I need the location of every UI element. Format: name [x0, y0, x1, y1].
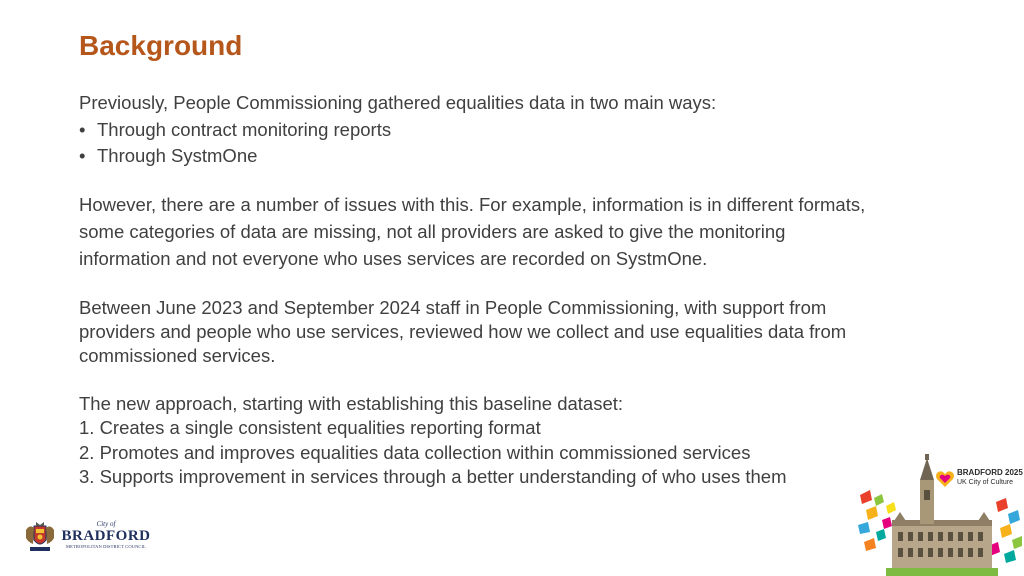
intro-text: Previously, People Commissioning gathered equalities data in two main ways:	[79, 92, 717, 113]
council-logo	[22, 520, 152, 556]
slide-content	[79, 90, 959, 490]
council-city-of: City of	[96, 520, 116, 528]
review-line: commissioned services.	[79, 344, 276, 366]
approach-paragraph	[79, 392, 959, 490]
issues-paragraph	[79, 191, 959, 272]
approach-item: 3. Supports improvement in services through a better understanding of who uses them	[79, 466, 787, 487]
slide-title: Background	[79, 30, 243, 61]
council-name: BRADFORD	[61, 528, 151, 544]
approach-intro: The new approach, starting with establishing this baseline dataset:	[79, 392, 624, 414]
bradford-2025-title: BRADFORD 2025	[957, 468, 1023, 477]
council-wordmark	[60, 520, 152, 550]
bullet-item: • Through contract monitoring reports	[79, 117, 959, 144]
heart-logo-icon	[935, 470, 955, 488]
review-line: providers and people who use services, reviewed how we collect and use equalities data from	[79, 320, 847, 342]
approach-item: 1. Creates a single consistent equalities reporting format	[79, 417, 541, 438]
bradford-2025-wordmark	[957, 468, 1023, 487]
coat-of-arms-icon	[22, 520, 58, 556]
bradford-2025-subtitle: UK City of Culture	[957, 479, 1014, 486]
approach-item: 2. Promotes and improves equalities data collection within commissioned services	[79, 441, 751, 463]
bradford-2025-logo	[935, 468, 1023, 492]
issues-line: some categories of data are missing, not all providers are asked to give the monitoring	[79, 220, 786, 242]
bullet-list	[79, 117, 959, 170]
council-subtitle: METROPOLITAN DISTRICT COUNCIL	[66, 544, 146, 549]
review-line: Between June 2023 and September 2024 staff in People Commissioning, with support from	[79, 296, 827, 318]
issues-line: information and not everyone who uses services are recorded on SystmOne.	[79, 247, 708, 269]
issues-line: However, there are a number of issues with this. For example, information is in different formats,	[79, 193, 866, 215]
bullet-item: • Through SystmOne	[79, 143, 959, 170]
review-paragraph	[79, 296, 959, 368]
